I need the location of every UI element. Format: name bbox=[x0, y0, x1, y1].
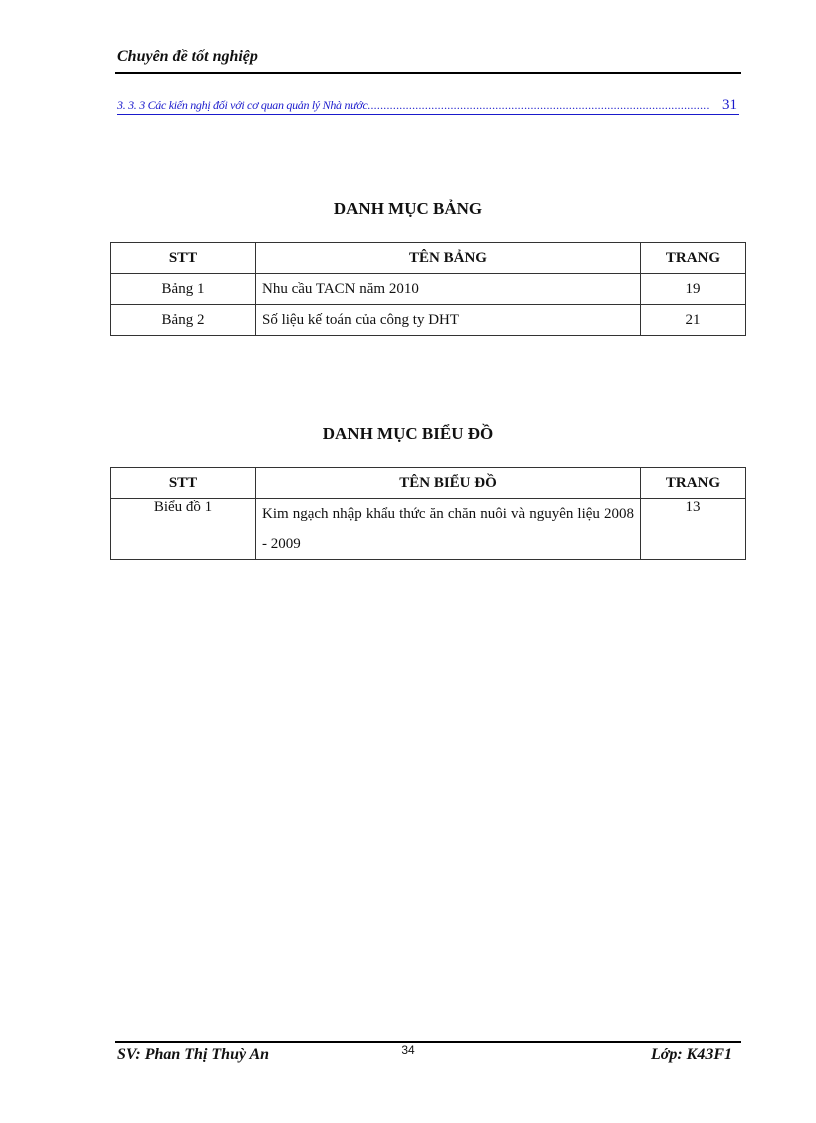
column-header-name: TÊN BẢNG bbox=[256, 243, 641, 274]
footer-class: Lớp: K43F1 bbox=[650, 1046, 732, 1063]
toc-leader-dots bbox=[368, 98, 710, 114]
footer-page-number: 34 bbox=[401, 1043, 415, 1057]
charts-list-table bbox=[110, 467, 746, 560]
row-page: 19 bbox=[641, 274, 746, 305]
column-header-page: TRANG bbox=[641, 468, 746, 499]
toc-entry-text: 3. 3. 3 Các kiến nghị đối với cơ quan quản lý Nhà nước bbox=[117, 98, 368, 112]
row-name: Kim ngạch nhập khẩu thức ăn chăn nuôi và nguyên liệu 2008 - 2009 bbox=[256, 499, 641, 560]
tables-section-title: DANH MỤC BẢNG bbox=[333, 199, 483, 218]
column-header-stt: STT bbox=[111, 243, 256, 274]
table-row bbox=[111, 274, 746, 305]
header-divider bbox=[115, 72, 741, 74]
row-stt: Biểu đồ 1 bbox=[111, 499, 256, 560]
toc-entry-link[interactable] bbox=[117, 94, 739, 115]
row-page: 13 bbox=[641, 499, 746, 560]
column-header-page: TRANG bbox=[641, 243, 746, 274]
table-row bbox=[111, 499, 746, 560]
toc-entry bbox=[117, 94, 739, 114]
toc-entry-page: 31 bbox=[722, 97, 737, 113]
footer-student-name: SV: Phan Thị Thuỳ An bbox=[117, 1046, 270, 1063]
table-header-row bbox=[111, 468, 746, 499]
row-stt: Bảng 1 bbox=[111, 274, 256, 305]
row-name: Nhu cầu TACN năm 2010 bbox=[256, 274, 641, 305]
row-page: 21 bbox=[641, 305, 746, 336]
table-row bbox=[111, 305, 746, 336]
tables-list-table bbox=[110, 242, 746, 336]
table-header-row bbox=[111, 243, 746, 274]
charts-section-title: DANH MỤC BIỂU ĐỒ bbox=[322, 424, 494, 443]
row-stt: Bảng 2 bbox=[111, 305, 256, 336]
row-name: Số liệu kế toán của công ty DHT bbox=[256, 305, 641, 336]
running-header-title: Chuyên đề tốt nghiệp bbox=[117, 48, 258, 65]
column-header-name: TÊN BIỂU ĐỒ bbox=[256, 468, 641, 499]
column-header-stt: STT bbox=[111, 468, 256, 499]
